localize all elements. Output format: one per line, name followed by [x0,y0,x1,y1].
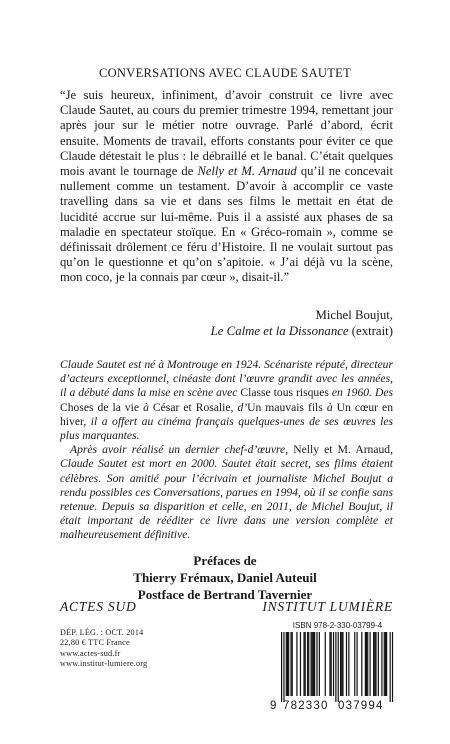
bio-paragraph-2 [60,443,393,542]
barcode-bar [331,632,332,696]
legal-deposit: DÉP. LÉG. : OCT. 2014 [60,628,144,637]
website-actes-sud: www.actes-sud.fr [60,648,121,658]
barcode-bar [361,632,362,696]
barcode-bar [305,632,306,696]
website-institut-lumiere: www.institut-lumiere.org [60,659,148,669]
barcode-bar [308,632,309,696]
barcode-bar [319,632,320,696]
bio-film-title: Un cœur en hiver, [60,400,394,428]
bio-text: Claude Sautet est né à Montrouge en 1924. Scénariste réputé, directeur d’acteurs exceptionnel, cinéaste dont l’œuvre grandit avec les années, il a débuté dans la mise en scène avec [60,358,393,400]
barcode-bar [348,632,349,696]
bio-film-title: Nelly et M. Arnaud, [293,443,393,457]
barcode-bar [375,632,376,696]
barcode-digit-group-1: 782330 [283,700,329,712]
bio-text: d’ [233,400,248,414]
attribution-author: Michel Boujut, [315,308,393,322]
barcode-guard-bar [281,632,282,702]
quote-part-1: “Je suis heureux, infiniment, d’avoir construit ce livre avec Claude Sautet, au cours du premier trimestre 1994, remettant jour après jour sur le métier notre ouvrage. Parlé d’abord, écrit ensuite. Moments de travail, efforts constants pour éviter ce que Claude détestait le plus : le débraillé et le banal. C’était quelques mois avant le tournage de [60,88,393,179]
barcode-bar [287,632,288,696]
barcode-bar [370,632,371,696]
quote-attribution [200,307,393,339]
bio-text: en 1960. Des [328,386,393,400]
barcode-bars [270,632,398,702]
barcode-bar [292,632,293,696]
bio-text: il a offert au cinéma français quelques-unes de ses œuvres les plus marquantes. [60,414,393,443]
barcode-digit-group-2: 037994 [338,700,384,712]
barcode-bar [366,632,367,696]
bio-text: à [322,400,337,414]
bio-text: à [139,400,153,414]
book-title: CONVERSATIONS AVEC CLAUDE SAUTET [98,66,352,80]
isbn-label: ISBN 978-2-330-03799-4 [292,621,383,630]
barcode-bar [354,632,355,696]
barcode-bar [367,632,368,696]
barcode-bar [288,632,289,696]
author-biography [60,358,393,543]
barcode-bar [325,632,326,696]
barcode-guard-bar [338,632,339,702]
barcode-bar [373,632,374,696]
credits-postface: Postface de Bertrand Tavernier [137,587,313,602]
barcode-bar [341,632,342,696]
barcode-bar [329,632,330,696]
barcode-bar [365,632,366,696]
barcode-bar [300,632,301,696]
barcode-guard-bar [283,632,284,702]
barcode-guard-bar [392,632,393,702]
barcode-bar [290,632,291,696]
publisher-actes-sud: ACTES SUD [60,599,137,614]
credits-preface-authors: Thierry Frémaux, Daniel Auteuil [133,570,317,585]
barcode-bar [286,632,287,696]
barcode-bar [313,632,314,696]
bio-film-title: Un mauvais fils [247,400,323,414]
bio-film-title: Choses de la vie [60,400,140,414]
credits-block [0,552,450,603]
barcode-bar [374,632,375,696]
barcode-digit-lead: 9 [270,700,278,712]
barcode-bar [311,632,312,696]
barcode-bar [340,632,341,696]
barcode-guard-bar [335,632,336,702]
quote-text [60,88,393,286]
attribution-source [200,323,393,339]
bio-paragraph-1 [60,358,393,443]
barcode-bar [333,632,334,696]
barcode [270,632,398,706]
barcode-bar [386,632,387,696]
barcode-bar [357,632,358,696]
barcode-guard-bar [390,632,391,702]
barcode-bar [316,632,317,696]
attribution-work: Le Calme et la Dissonance [210,324,349,338]
legal-info [60,628,147,670]
quote-film-title: Nelly et M. Arnaud [197,164,297,179]
attribution-note: (extrait) [348,324,393,338]
barcode-bar [314,632,315,696]
bio-text: Après avoir réalisé un dernier chef-d’œuvre, [70,443,294,457]
barcode-bar [307,632,308,696]
quote-part-2: qu’il ne concevait nullement comme un testament. D’avoir à accomplir ce vaste travelling dans sa vie et dans ses films le mettait en état de lucidité accrue sur lui-même. Puis il a assisté aux phases de sa maladie en spectateur stoïque. En « Gréco-romain », comme se définissait drôlement ce féru d’Histoire. Il ne voulait surtout pas qu’on le questionne et qu’on s’apitoie. « J’ai déjà vu la scène, mon coco, je la connais par cœur », disait-il.” [60,164,393,285]
barcode-bar [385,632,386,696]
barcode-bar [384,632,385,696]
bio-film-title: Classe tous risques [240,386,329,400]
barcode-bar [378,632,379,696]
barcode-bar [312,632,313,696]
barcode-bar [303,632,304,696]
publisher-institut-lumiere: INSTITUT LUMIÈRE [262,599,393,614]
barcode-bar [342,632,343,696]
barcode-bar [296,632,297,696]
credits-prefaces-label: Préfaces de [193,553,257,568]
bio-text: Claude Sautet est mort en 2000. Sautet était secret, ses films étaient célèbres. Son amitié pour l’écrivain et journaliste Michel Boujut a rendu possibles ces Conversations, parues en 1994, où il se confie sans retenue. Depuis sa disparition et celle, en 2011, de Michel Boujut, il était important de rééditer ce livre dans une version complète et malheureusement définitive. [60,457,393,542]
price: 22,80 € TTC France [60,638,130,648]
barcode-bar [381,632,382,696]
barcode-bar [346,632,347,696]
bio-film-title: César et Rosalie, [152,400,234,414]
